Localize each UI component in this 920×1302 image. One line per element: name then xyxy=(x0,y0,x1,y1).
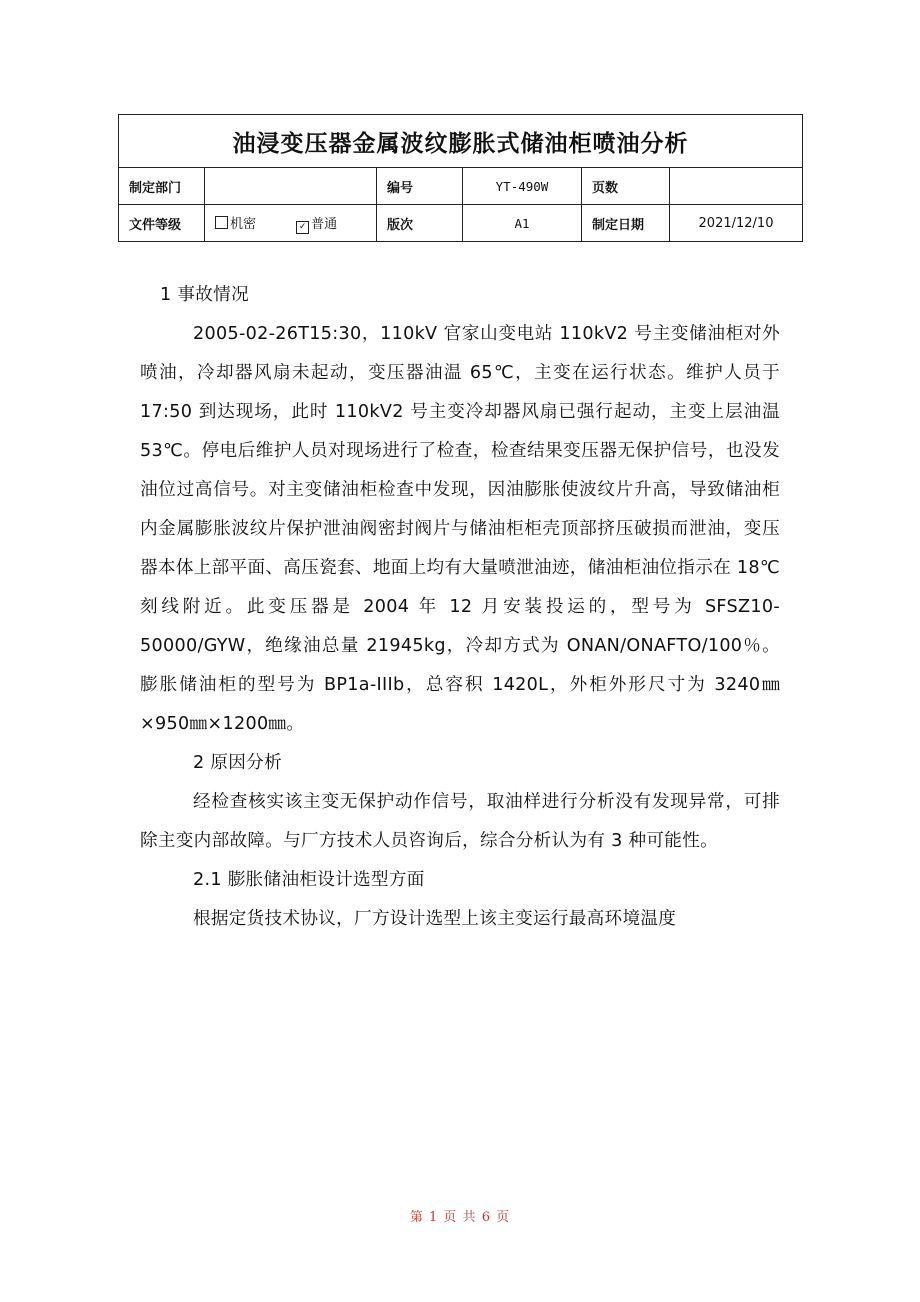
code-label: 编号 xyxy=(377,168,463,205)
confidential-checkbox-icon xyxy=(215,216,228,229)
dept-value xyxy=(205,168,377,205)
document-body xyxy=(140,276,780,939)
section2-paragraph: 经检查核实该主变无保护动作信号，取油样进行分析没有发现异常，可排除主变内部故障。与厂方技术人员咨询后，综合分析认为有 3 种可能性。 xyxy=(140,792,780,851)
level-label: 文件等级 xyxy=(119,205,205,242)
section1-paragraph: 2005-02-26T15:30，110kV 官家山变电站 110kV2 号主变储油柜对外喷油，冷却器风扇未起动，变压器油温 65℃，主变在运行状态。维护人员于 17:50 到达现场，此时 110kV2 号主变冷却器风扇已强行起动，主变上层油温 53℃。停电后维护人员对现场进行了检查，检查结果变压器无保护信号，也没发油位过高信号。对主变储油柜检查中发现，因油膨胀使波纹片升高，导致储油柜内金属膨胀波纹片保护泄油阀密封阀片与储油柜柜壳顶部挤压破损而泄油，变压器本体上部平面、高压瓷套、地面上均有大量喷泄油迹，储油柜油位指示在 18℃刻线附近。此变压器是 2004 年 12 月安装投运的，型号为 SFSZ10-50000/GYW，绝缘油总量 21945kg，冷却方式为 ONAN/ONAFTO/100％。膨胀储油柜的型号为 BP1a-IIIb，总容积 1420L，外柜外形尺寸为 3240㎜×950㎜×1200㎜。 xyxy=(140,324,780,734)
normal-option-label: 普通 xyxy=(311,216,338,232)
document-title: 油浸变压器金属波纹膨胀式储油柜喷油分析 xyxy=(119,115,803,168)
normal-checkbox-checked-icon: ✓ xyxy=(296,221,309,234)
section2-heading: 2 原因分析 xyxy=(193,753,282,773)
document-header-table xyxy=(118,114,803,242)
section1-heading: 1 事故情况 xyxy=(160,285,249,305)
page-footer: 第 1 页 共 6 页 xyxy=(409,1210,511,1225)
date-label: 制定日期 xyxy=(582,205,670,242)
version-label: 版次 xyxy=(377,205,463,242)
date-value: 2021/12/10 xyxy=(670,205,803,242)
pages-label: 页数 xyxy=(582,168,670,205)
dept-label: 制定部门 xyxy=(119,168,205,205)
section2-1-paragraph: 根据定货技术协议，厂方设计选型上该主变运行最高环境温度 xyxy=(193,909,677,929)
confidential-option-label: 机密 xyxy=(230,216,257,232)
section2-1-heading: 2.1 膨胀储油柜设计选型方面 xyxy=(193,870,425,890)
version-value: A1 xyxy=(463,205,582,242)
code-value: YT-490W xyxy=(463,168,582,205)
pages-value xyxy=(670,168,803,205)
level-options xyxy=(205,205,377,242)
